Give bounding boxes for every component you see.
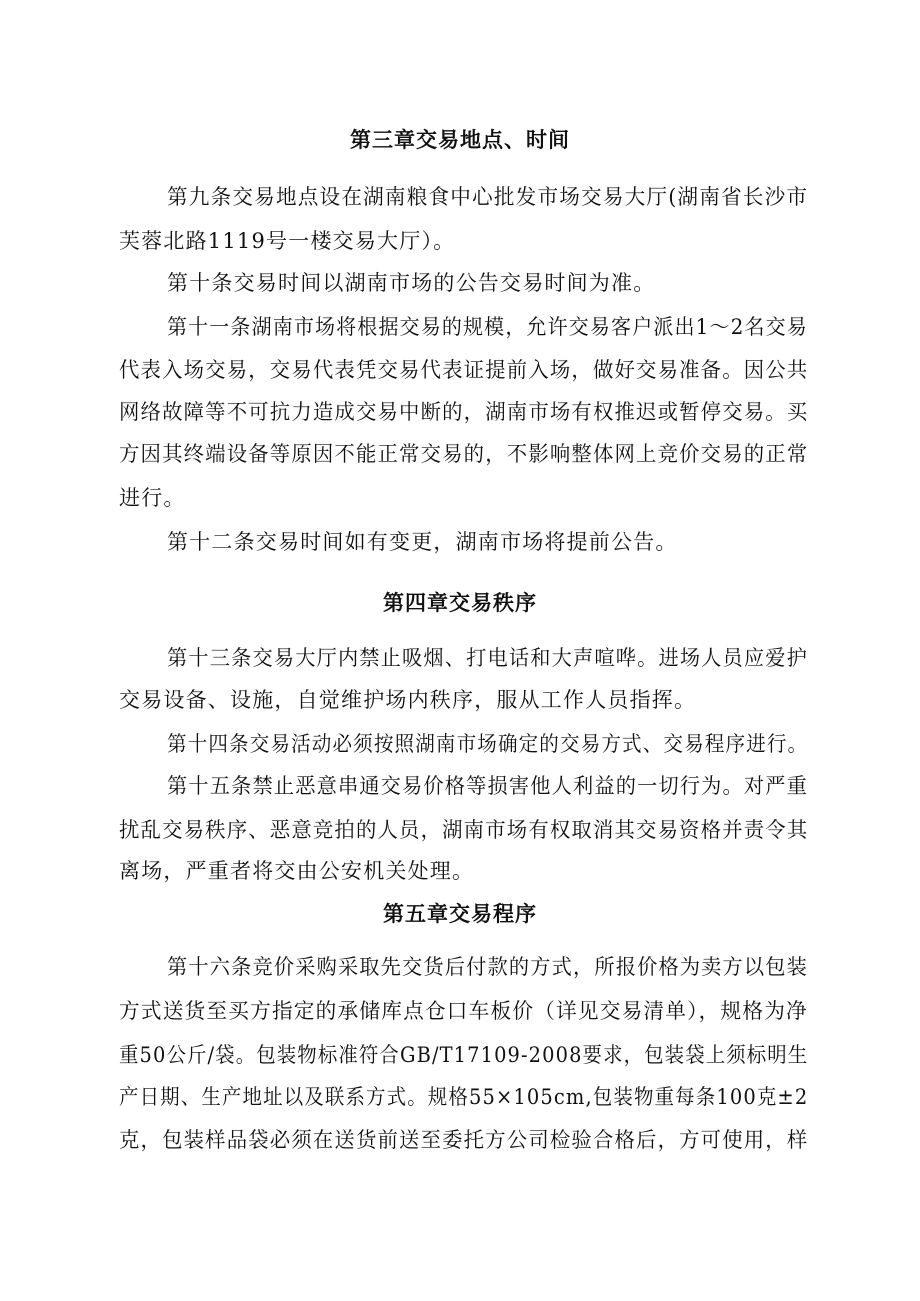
article-14-line-1: 第十四条交易活动必须按照湖南市场确定的交易方式、交易程序进行。 — [167, 732, 809, 756]
article-16-line-2: 方式送货至买方指定的承储库点仓口车板价（详见交易清单），规格为净 — [119, 999, 808, 1023]
article-11-line-2: 代表入场交易，交易代表凭交易代表证提前入场，做好交易准备。因公共 — [119, 358, 809, 382]
article-12-line-1: 第十二条交易时间如有变更，湖南市场将提前公告。 — [167, 530, 678, 554]
article-15-line-3: 离场，严重者将交由公安机关处理。 — [119, 859, 475, 883]
article-16-line-1: 第十六条竞价采购采取先交货后付款的方式，所报价格为卖方以包装 — [167, 955, 809, 979]
article-13-line-1: 第十三条交易大厅内禁止吸烟、打电话和大声喧哗。进场人员应爱护 — [167, 646, 809, 670]
article-10-line-1: 第十条交易时间以湖南市场的公告交易时间为准。 — [167, 271, 656, 295]
article-16-line-4: 产日期、生产地址以及联系方式。规格55×105cm,包装物重每条100克±2 — [119, 1085, 809, 1109]
chapter-4-heading: 第四章交易秩序 — [383, 590, 537, 615]
article-11-line-3: 网络故障等不可抗力造成交易中断的，湖南市场有权推迟或暂停交易。买 — [119, 400, 809, 424]
article-16-line-5: 克，包装样品袋必须在送货前送至委托方公司检验合格后，方可使用，样 — [119, 1128, 809, 1152]
article-9-line-2: 芙蓉北路1119号一楼交易大厅）。 — [119, 229, 456, 253]
article-11-line-1: 第十一条湖南市场将根据交易的规模，允许交易客户派出1～2名交易 — [167, 315, 808, 339]
article-15-line-2: 扰乱交易秩序、恶意竞拍的人员，湖南市场有权取消其交易资格并责令其 — [119, 818, 809, 842]
article-9-line-1: 第九条交易地点设在湖南粮食中心批发市场交易大厅(湖南省长沙市 — [167, 185, 809, 209]
article-15-line-1: 第十五条禁止恶意串通交易价格等损害他人利益的一切行为。对严重 — [167, 774, 809, 798]
chapter-5-heading: 第五章交易程序 — [383, 901, 537, 926]
article-11-line-5: 进行。 — [119, 486, 186, 510]
article-13-line-2: 交易设备、设施，自觉维护场内秩序，服从工作人员指挥。 — [119, 688, 697, 712]
article-11-line-4: 方因其终端设备等原因不能正常交易的，不影响整体网上竞价交易的正常 — [119, 442, 809, 466]
article-16-line-3: 重50公斤/袋。包装物标准符合GB/T17109-2008要求，包装袋上须标明生 — [119, 1043, 809, 1067]
chapter-3-heading: 第三章交易地点、时间 — [350, 127, 570, 152]
